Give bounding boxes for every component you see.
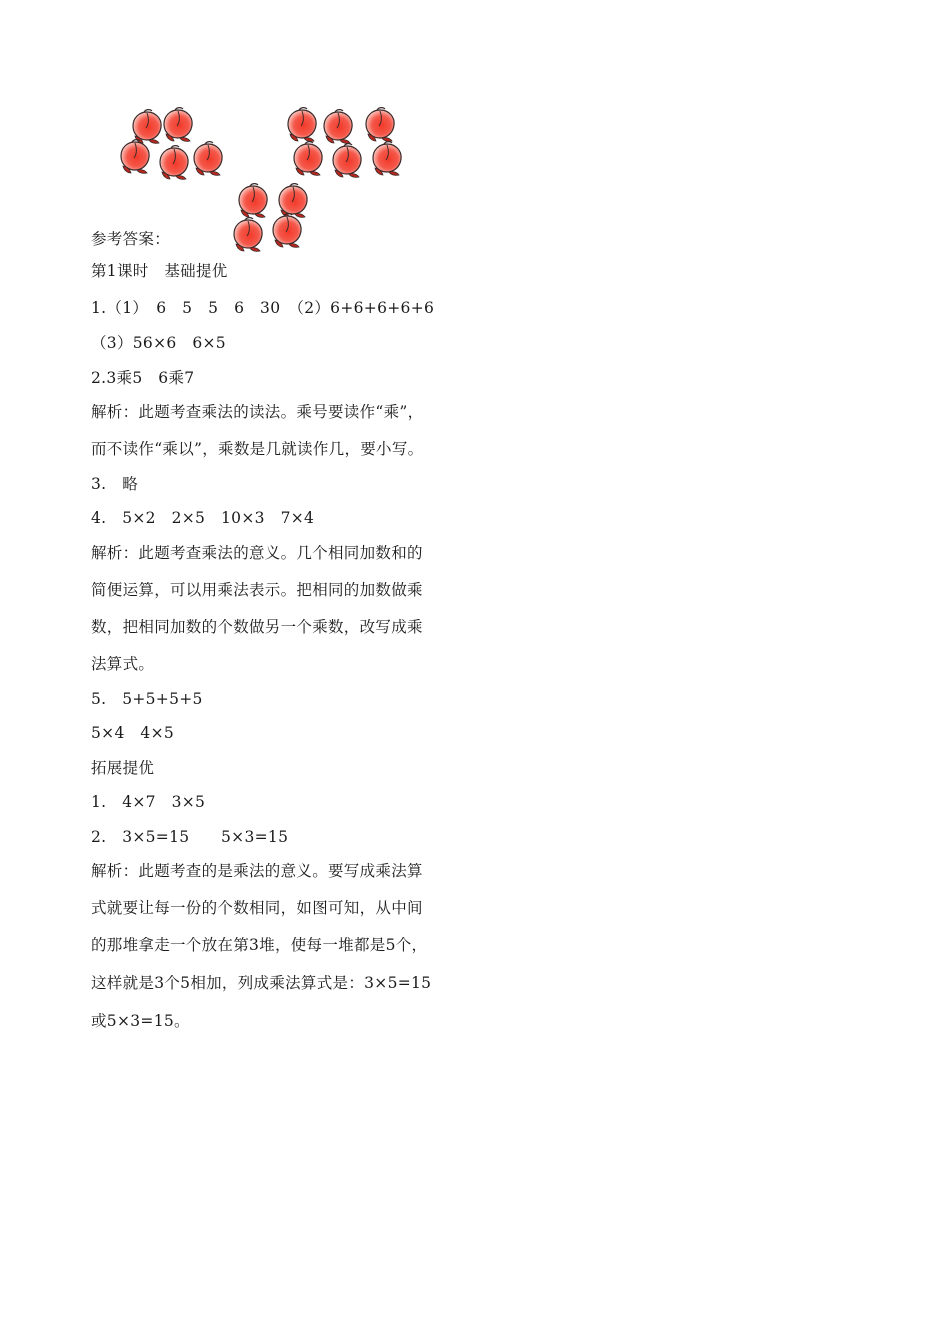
answer-line: 简便运算，可以用乘法表示。把相同的加数做乘 [91, 581, 423, 599]
answer-line: 式就要让每一份的个数相同，如图可知，从中间 [91, 899, 423, 917]
answer-line: 2.3乘5 6乘7 [91, 369, 195, 387]
answer-line: 4. 5×2 2×5 10×3 7×4 [91, 509, 315, 527]
answer-line: 解析：此题考查的是乘法的意义。要写成乘法算 [91, 862, 423, 880]
peach-icon [327, 140, 367, 180]
answer-line: 2. 3×5=15 5×3=15 [91, 828, 289, 846]
answer-line: 5. 5+5+5+5 [91, 690, 203, 708]
answer-line: 5×4 4×5 [91, 724, 175, 742]
peach-icon [228, 214, 268, 254]
answer-line: 解析：此题考查乘法的意义。几个相同加数和的 [91, 544, 423, 562]
peach-icon [288, 138, 328, 178]
answer-line: 这样就是3个5相加，列成乘法算式是：3×5=15 [91, 974, 432, 992]
answer-line: 解析：此题考查乘法的读法。乘号要读作“乘”， [91, 403, 424, 421]
answer-line: 或5×3=15。 [91, 1012, 190, 1030]
answer-line: 1. 4×7 3×5 [91, 793, 206, 811]
section-title-basic: 第1课时 基础提优 [91, 262, 228, 280]
answer-line: 的那堆拿走一个放在第3堆，使每一堆都是5个， [91, 936, 428, 954]
answer-line: 而不读作“乘以”，乘数是几就读作几，要小写。 [91, 440, 424, 458]
answer-line: 3. 略 [91, 475, 138, 493]
answer-line: 法算式。 [91, 655, 155, 673]
peach-icon [367, 138, 407, 178]
peach-icon [115, 136, 155, 176]
peach-icon [267, 210, 307, 250]
section-title-extended: 拓展提优 [91, 759, 155, 777]
answer-heading: 参考答案： [91, 230, 171, 248]
peach-icon [188, 138, 228, 178]
answer-line: 数，把相同加数的个数做另一个乘数，改写成乘 [91, 618, 423, 636]
answer-line: 1.（1） 6 5 5 6 30 （2）6+6+6+6+6 [91, 299, 435, 317]
answer-line: （3）56×6 6×5 [91, 334, 226, 352]
